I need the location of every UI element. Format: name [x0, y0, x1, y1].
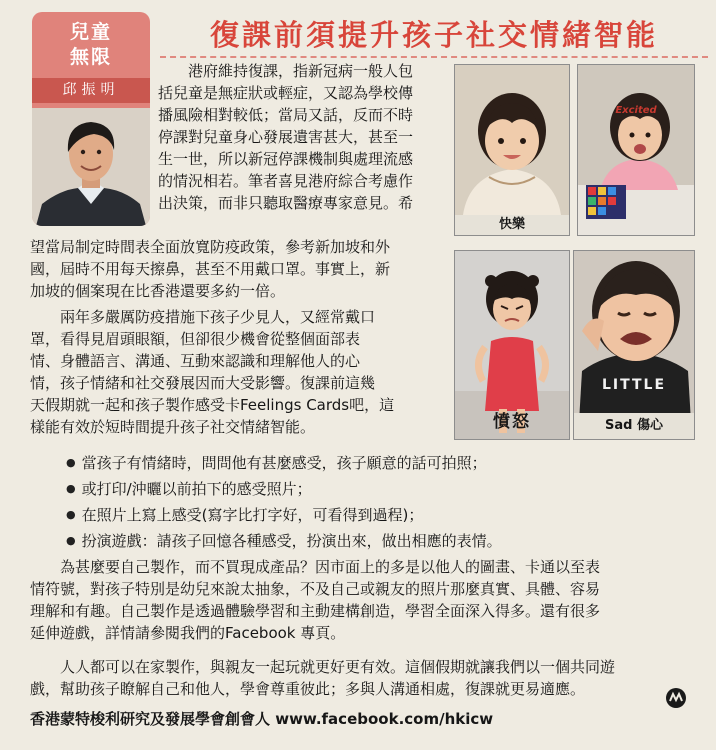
photo-sad-shirt-text: LITTLE	[601, 377, 667, 393]
author-footer: 香港蒙特梭利研究及發展學會創會人 www.facebook.com/hkicw	[30, 710, 494, 728]
paragraph-1-line: 國，屆時不用每天擦鼻，甚至不用戴口罩。事實上，新	[30, 260, 391, 278]
bullet-item: ● 或打印/沖曬以前拍下的感受照片；	[66, 478, 312, 500]
paragraph-1-line: 的情況相若。筆者喜見港府綜合考慮作	[158, 172, 414, 190]
paragraph-1-line: 停課對兒童身心發展遺害甚大，甚至一	[158, 128, 414, 146]
bullet-item: ● 扮演遊戲：請孩子回憶各種感受，扮演出來，做出相應的表情。	[66, 530, 502, 552]
photo-happy	[454, 64, 570, 236]
bullet-item: ● 當孩子有情緒時，問問他有甚麼感受，孩子願意的話可拍照；	[66, 452, 487, 474]
paragraph-4-line: 戲，幫助孩子瞭解自己和他人，學會尊重彼此；多與人溝通相處，復課就更易適應。	[30, 680, 586, 698]
bullet-item: ● 在照片上寫上感受(寫字比打字好，可看得到過程)；	[66, 504, 423, 526]
author-portrait	[32, 108, 150, 226]
paragraph-2-line: 情、身體語言、溝通、互動來認識和理解他人的心	[30, 352, 361, 370]
paragraph-1-line: 港府維持復課，指新冠病一般人包	[188, 62, 414, 80]
photo-sad-caption: Sad 傷心	[574, 413, 694, 439]
column-title-line2: 無限	[69, 46, 112, 68]
paragraph-1-line: 望當局制定時間表全面放寬防疫政策，參考新加坡和外	[30, 238, 391, 256]
column-tag	[32, 12, 150, 226]
paragraph-4-line: 人人都可以在家製作，與親友一起玩就更好更有效。這個假期就讓我們以一個共同遊	[60, 658, 616, 676]
publisher-logo-icon	[665, 687, 687, 709]
paragraph-1-line: 播風險相對較低；當局又話，反而不時	[158, 106, 414, 124]
paragraph-1-line: 生一世，所以新冠停課機制與處理流感	[158, 150, 414, 168]
paragraph-3-line: 為甚麼要自己製作，而不買現成產品？因市面上的多是以他人的圖畫、卡通以至表	[60, 558, 601, 576]
photo-excited-image	[578, 65, 694, 235]
paragraph-3-line: 延伸遊戲，詳情請參閱我們的Facebook 專頁。	[30, 624, 346, 642]
headline: 復課前須提升孩子社交情緒智能	[160, 16, 708, 58]
photo-excited	[577, 64, 695, 236]
photo-happy-image	[455, 65, 569, 215]
paragraph-1-line: 括兒童是無症狀或輕症，又認為學校傳	[158, 84, 414, 102]
photo-excited-shirt-text: Excited	[615, 105, 657, 116]
photo-angry-caption: 憤怒	[493, 412, 531, 432]
paragraph-1-line: 加坡的個案現在比香港還要多約一倍。	[30, 282, 286, 300]
column-title	[32, 20, 150, 70]
paragraph-3-line: 情符號，對孩子特別是幼兒來說太抽象，不及自己或親友的照片那麼真實、具體、容易	[30, 580, 601, 598]
paragraph-1-line: 出決策，而非只聽取醫療專家意見。希	[158, 194, 414, 212]
paragraph-2-line: 樣能有效於短時間提升孩子社交情緒智能。	[30, 418, 316, 436]
column-title-line1: 兒童	[69, 21, 112, 43]
photo-happy-caption: 快樂	[455, 215, 569, 235]
paragraph-2-line: 兩年多嚴厲防疫措施下孩子少見人，又經常戴口	[60, 308, 376, 326]
paragraph-2-line: 罩，看得見眉頭眼額，但卻很少機會從整個面部表	[30, 330, 361, 348]
column-author: 邱振明	[32, 78, 150, 103]
photo-angry	[454, 250, 570, 440]
photo-sad-image	[574, 251, 694, 439]
paragraph-2-line: 天假期就一起和孩子製作感受卡Feelings Cards吧，這	[30, 396, 395, 414]
paragraph-2-line: 情，孩子情緒和社交發展因而大受影響。復課前這幾	[30, 374, 376, 392]
paragraph-3-line: 理解和有趣。自己製作是透過體驗學習和主動建構創造，學習全面深入得多。還有很多	[30, 602, 601, 620]
photo-sad	[573, 250, 695, 440]
